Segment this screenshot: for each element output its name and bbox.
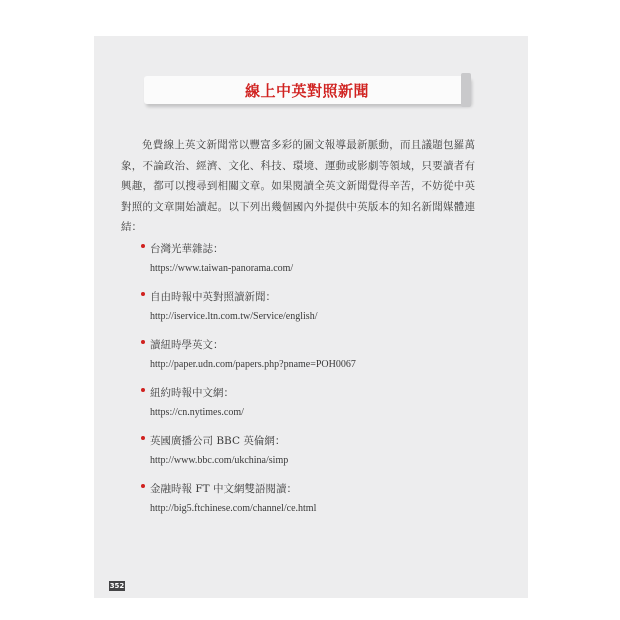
section-title-bar (144, 76, 470, 104)
bullet-icon (141, 484, 145, 488)
link-url[interactable]: https://cn.nytimes.com/ (150, 407, 244, 418)
bullet-icon (141, 244, 145, 248)
list-item (150, 241, 480, 289)
section-title: 線上中英對照新聞 (244, 82, 369, 100)
news-link-list (150, 241, 480, 529)
link-name: 紐約時報中文網： (150, 387, 234, 399)
bullet-icon (141, 388, 145, 392)
page-number: 352 (109, 582, 125, 590)
link-url[interactable]: http://big5.ftchinese.com/channel/ce.html (150, 503, 317, 514)
intro-paragraph: 免費線上英文新聞常以豐富多彩的圖文報導最新脈動，而且議題包羅萬象，不論政治、經濟、文化、科技、環境、運動或影劇等領域，只要讀者有興趣，都可以搜尋到相關文章。如果閱讀全英文新聞覺得辛苦，不妨從中英對照的文章開始讀起。以下列出幾個國內外提供中英版本的知名新聞媒體連結： (121, 139, 475, 233)
list-item (150, 289, 480, 337)
bullet-icon (141, 292, 145, 296)
link-name: 英國廣播公司 BBC 英倫網： (150, 435, 286, 447)
link-url[interactable]: http://iservice.ltn.com.tw/Service/english/ (150, 311, 318, 322)
list-item (150, 337, 480, 385)
link-name: 讀紐時學英文： (150, 339, 224, 351)
list-item (150, 481, 480, 529)
bullet-icon (141, 340, 145, 344)
book-page (94, 36, 528, 598)
link-name: 台灣光華雜誌： (150, 243, 224, 255)
bullet-icon (141, 436, 145, 440)
list-item (150, 433, 480, 481)
link-name: 金融時報 FT 中文網雙語閱讀： (150, 483, 297, 495)
link-name: 自由時報中英對照讀新聞： (150, 291, 276, 303)
link-url[interactable]: http://www.bbc.com/ukchina/simp (150, 455, 289, 466)
link-url[interactable]: https://www.taiwan-panorama.com/ (150, 263, 294, 274)
link-url[interactable]: http://paper.udn.com/papers.php?pname=POH0067 (150, 359, 356, 370)
list-item (150, 385, 480, 433)
